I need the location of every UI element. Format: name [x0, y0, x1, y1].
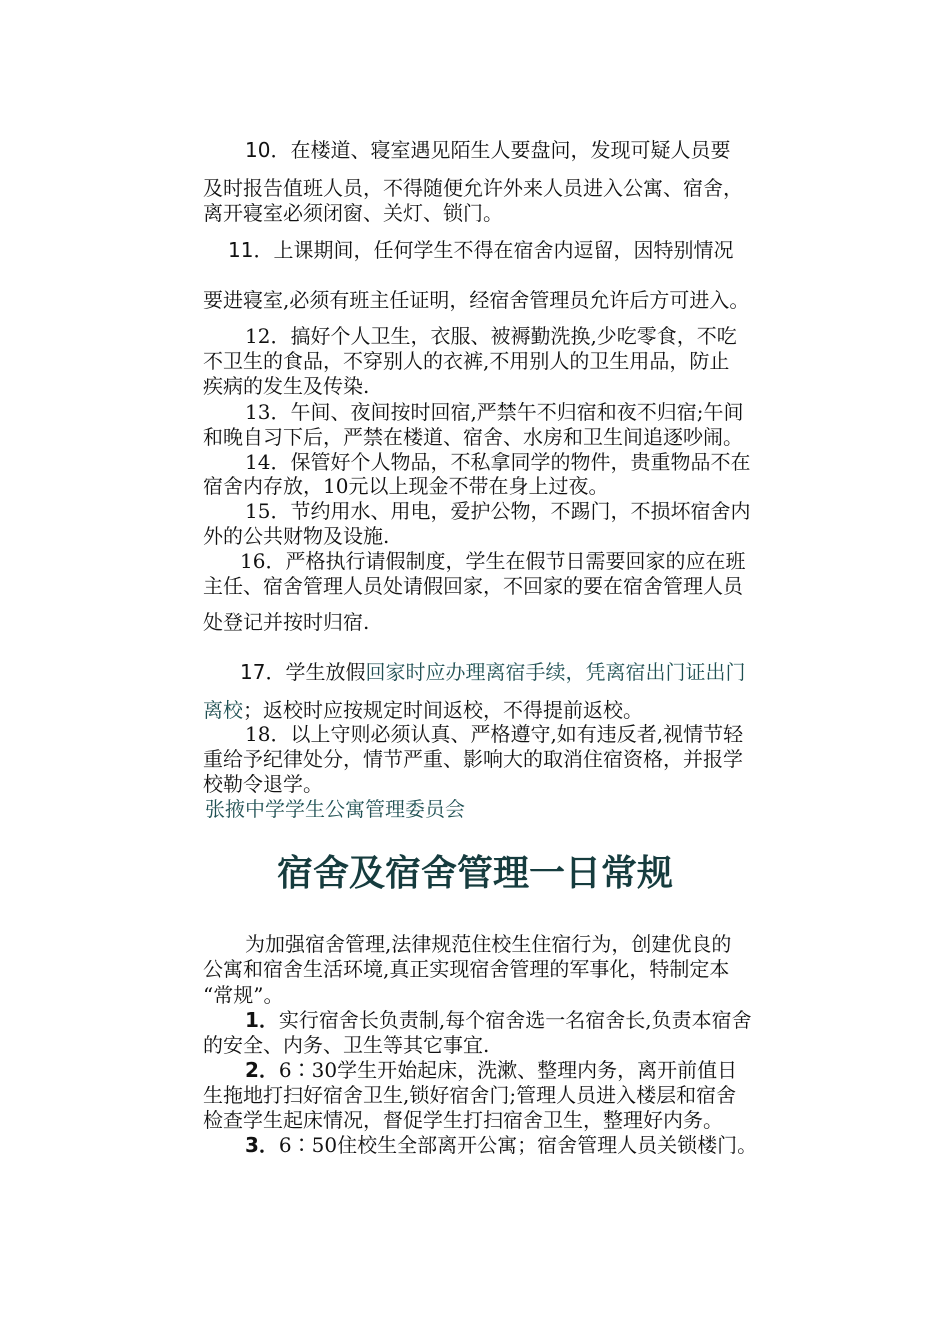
rule-13-line-2: 和晚自习下后，严禁在楼道、宿舍、水房和卫生间追逐吵闹。 [203, 425, 743, 449]
rule-text: ；返校时应按规定时间返校，不得提前返校。 [243, 698, 643, 722]
rule-text: 学生放假 [285, 660, 366, 684]
rule-16-line-2: 主任、宿舍管理人员处请假回家，不回家的要在宿舍管理人员 [203, 574, 743, 598]
intro-line-1: 为加强宿舍管理,法律规范住校生住宿行为，创建优良的 [245, 932, 732, 956]
rule-14-line-1: 14．保管好个人物品，不私拿同学的物件，贵重物品不在 [245, 450, 751, 474]
item-text: 6∶50住校生全部离开公寓；宿舍管理人员关锁楼门。 [278, 1133, 758, 1157]
rule-text: 在楼道、寝室遇见陌生人要盘问，发现可疑人员要 [290, 138, 731, 162]
rule-18-line-2: 重给予纪律处分，情节严重、影响大的取消住宿资格，并报学 [203, 747, 743, 771]
signature: 张掖中学学生公寓管理委员会 [205, 797, 465, 821]
rule-18-line-1: 18．以上守则必须认真、严格遵守,如有违反者,视情节轻 [245, 722, 744, 746]
rule-12-line-1: 12．搞好个人卫生，衣服、被褥勤洗换,少吃零食，不吃 [245, 324, 737, 348]
item-number: 1． [245, 1008, 279, 1032]
rule-17-line-2 [203, 698, 643, 722]
rule-12-line-2: 不卫生的食品，不穿别人的衣裤,不用别人的卫生用品，防止 [203, 349, 730, 373]
item-3-line-1 [245, 1133, 757, 1157]
rule-15-line-1: 15．节约用水、用电，爱护公物，不踢门，不损坏宿舍内 [245, 499, 751, 523]
rule-10-line-3: 离开寝室必须闭窗、关灯、锁门。 [203, 201, 503, 225]
item-number: 2． [245, 1058, 279, 1082]
rule-10-line-1 [245, 138, 730, 162]
rule-text-highlight: 离校 [203, 698, 243, 722]
rule-number: 11． [228, 238, 274, 262]
rule-16-line-1: 16．严格执行请假制度，学生在假节日需要回家的应在班 [240, 549, 746, 573]
rule-12-line-3: 疾病的发生及传染. [203, 374, 370, 398]
item-1-line-2: 的安全、内务、卫生等其它事宜. [203, 1033, 490, 1057]
rule-17-line-1 [240, 660, 745, 684]
rule-15-line-2: 外的公共财物及设施. [203, 524, 390, 548]
rule-13-line-1: 13．午间、夜间按时回宿,严禁午不归宿和夜不归宿;午间 [245, 400, 744, 424]
rule-text: 上课期间，任何学生不得在宿舍内逗留，因特别情况 [273, 238, 734, 262]
item-2-line-3: 检查学生起床情况，督促学生打扫宿舍卫生，整理好内务。 [203, 1108, 723, 1132]
rule-10-line-2: 及时报告值班人员，不得随便允许外来人员进入公寓、宿舍， [203, 176, 743, 200]
item-1-line-1 [245, 1008, 752, 1032]
rule-11-line-2: 要进寝室,必须有班主任证明，经宿舍管理员允许后方可进入。 [203, 288, 750, 312]
intro-line-3: “常规”。 [203, 983, 284, 1007]
rule-14-line-2: 宿舍内存放，10元以上现金不带在身上过夜。 [203, 474, 609, 498]
rule-text-highlight: 回家时应办理离宿手续，凭离宿出门证出门 [365, 660, 746, 684]
item-text: 6∶30学生开始起床，洗漱、整理内务，离开前值日 [278, 1058, 738, 1082]
intro-line-2: 公寓和宿舍生活环境,真正实现宿舍管理的军事化，特制定本 [203, 957, 730, 981]
rule-11-line-1 [228, 238, 733, 262]
rule-16-line-3: 处登记并按时归宿. [203, 610, 370, 634]
rule-number: 10． [245, 138, 291, 162]
rule-18-line-3: 校勒令退学。 [203, 772, 323, 796]
item-text: 实行宿舍长负责制,每个宿舍选一名宿舍长,负责本宿舍 [278, 1008, 752, 1032]
rule-number: 17． [240, 660, 286, 684]
section-title: 宿舍及宿舍管理一日常规 [276, 853, 673, 894]
item-2-line-2: 生拖地打扫好宿舍卫生,锁好宿舍门;管理人员进入楼层和宿舍 [203, 1083, 737, 1107]
item-number: 3． [245, 1133, 279, 1157]
item-2-line-1 [245, 1058, 737, 1082]
